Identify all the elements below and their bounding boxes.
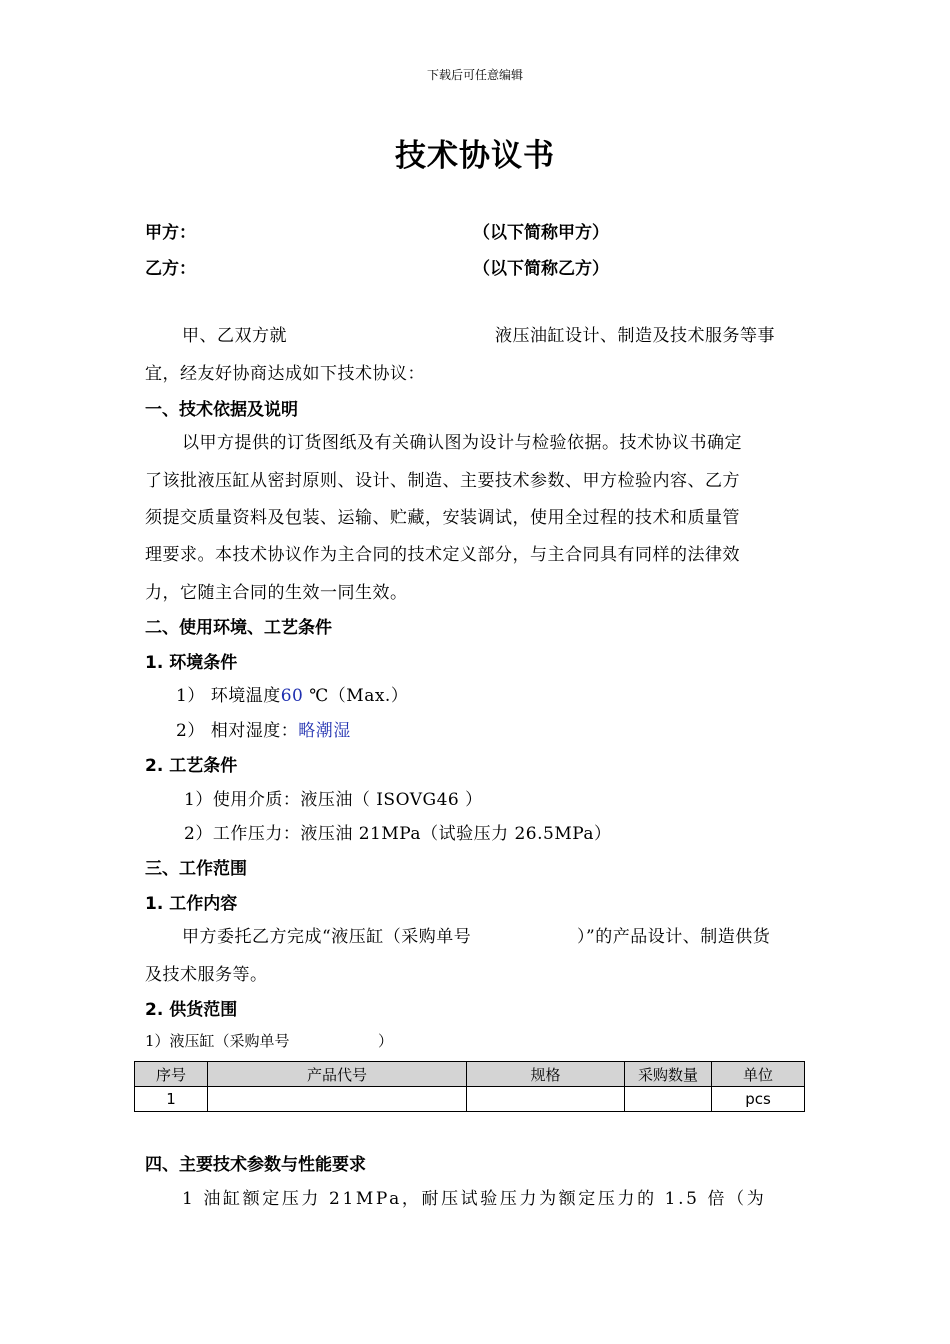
header-note: 下载后可任意编辑 — [426, 68, 523, 82]
env-temperature-prefix: 1） 环境温度 — [176, 686, 281, 706]
header-cell-spec: 规格 — [467, 1062, 625, 1087]
header-cell-index: 序号 — [135, 1062, 208, 1087]
table-cell-product-code — [208, 1087, 467, 1112]
table-cell-index: 1 — [135, 1087, 208, 1112]
table-header-row — [135, 1062, 805, 1087]
env-humidity — [176, 716, 351, 741]
section4-heading: 四、主要技术参数与性能要求 — [145, 1155, 366, 1175]
env-humidity-prefix: 2） 相对湿度： — [176, 721, 299, 741]
process-medium: 1）使用介质：液压油（ ISOVG46 ） — [184, 790, 483, 810]
supply-table — [134, 1061, 805, 1112]
supply-sub-start: 1）液压缸（采购单号 — [145, 1032, 290, 1050]
env-temperature-suffix: ℃（Max.） — [303, 686, 409, 706]
work-content-heading: 1. 工作内容 — [145, 894, 238, 914]
section2-heading: 二、使用环境、工艺条件 — [145, 618, 332, 638]
section1-line: 以甲方提供的订货图纸及有关确认图为设计与检验依据。技术协议书确定 — [182, 433, 742, 453]
section1-line: 须提交质量资料及包装、运输、贮藏，安装调试，使用全过程的技术和质量管 — [145, 508, 740, 528]
party-a-note: （以下简称甲方） — [473, 223, 609, 243]
env-conditions-heading: 1. 环境条件 — [145, 653, 238, 673]
header-cell-product-code: 产品代号 — [208, 1062, 467, 1087]
process-pressure: 2）工作压力：液压油 21MPa（试验压力 26.5MPa） — [184, 824, 612, 844]
env-temperature-value: 60 — [280, 686, 304, 706]
party-b-note: （以下简称乙方） — [473, 259, 609, 279]
work-line2: 及技术服务等。 — [145, 965, 268, 985]
section4-line1: 1 油缸额定压力 21MPa，耐压试验压力为额定压力的 1.5 倍（为 — [182, 1189, 767, 1209]
work-line1-start: 甲方委托乙方完成“液压缸（采购单号 — [182, 927, 472, 947]
intro-line1-start: 甲、乙双方就 — [182, 326, 287, 346]
table-cell-quantity — [625, 1087, 712, 1112]
header-cell-quantity: 采购数量 — [625, 1062, 712, 1087]
section3-heading: 三、工作范围 — [145, 859, 247, 879]
table-row — [135, 1087, 805, 1112]
section1-line: 理要求。本技术协议作为主合同的技术定义部分，与主合同具有同样的法律效 — [145, 545, 740, 565]
section1-heading: 一、技术依据及说明 — [145, 400, 298, 420]
intro-line2: 宜，经友好协商达成如下技术协议： — [145, 364, 425, 384]
party-b-label: 乙方： — [145, 259, 196, 279]
party-a-label: 甲方： — [145, 223, 196, 243]
supply-scope-heading: 2. 供货范围 — [145, 1000, 238, 1020]
table-cell-spec — [467, 1087, 625, 1112]
document-title: 技术协议书 — [395, 138, 555, 174]
env-temperature — [176, 681, 408, 706]
header-cell-unit: 单位 — [712, 1062, 805, 1087]
env-humidity-value: 略潮湿 — [298, 721, 351, 741]
section1-line: 了该批液压缸从密封原则、设计、制造、主要技术参数、甲方检验内容、乙方 — [145, 471, 740, 491]
table-cell-unit: pcs — [712, 1087, 805, 1112]
intro-line1-end: 液压油缸设计、制造及技术服务等事 — [495, 326, 775, 346]
section1-line: 力，它随主合同的生效一同生效。 — [145, 583, 408, 603]
supply-sub-end: ） — [378, 1032, 394, 1050]
work-line1-end: ）”的产品设计、制造供货 — [577, 927, 771, 947]
process-conditions-heading: 2. 工艺条件 — [145, 756, 238, 776]
